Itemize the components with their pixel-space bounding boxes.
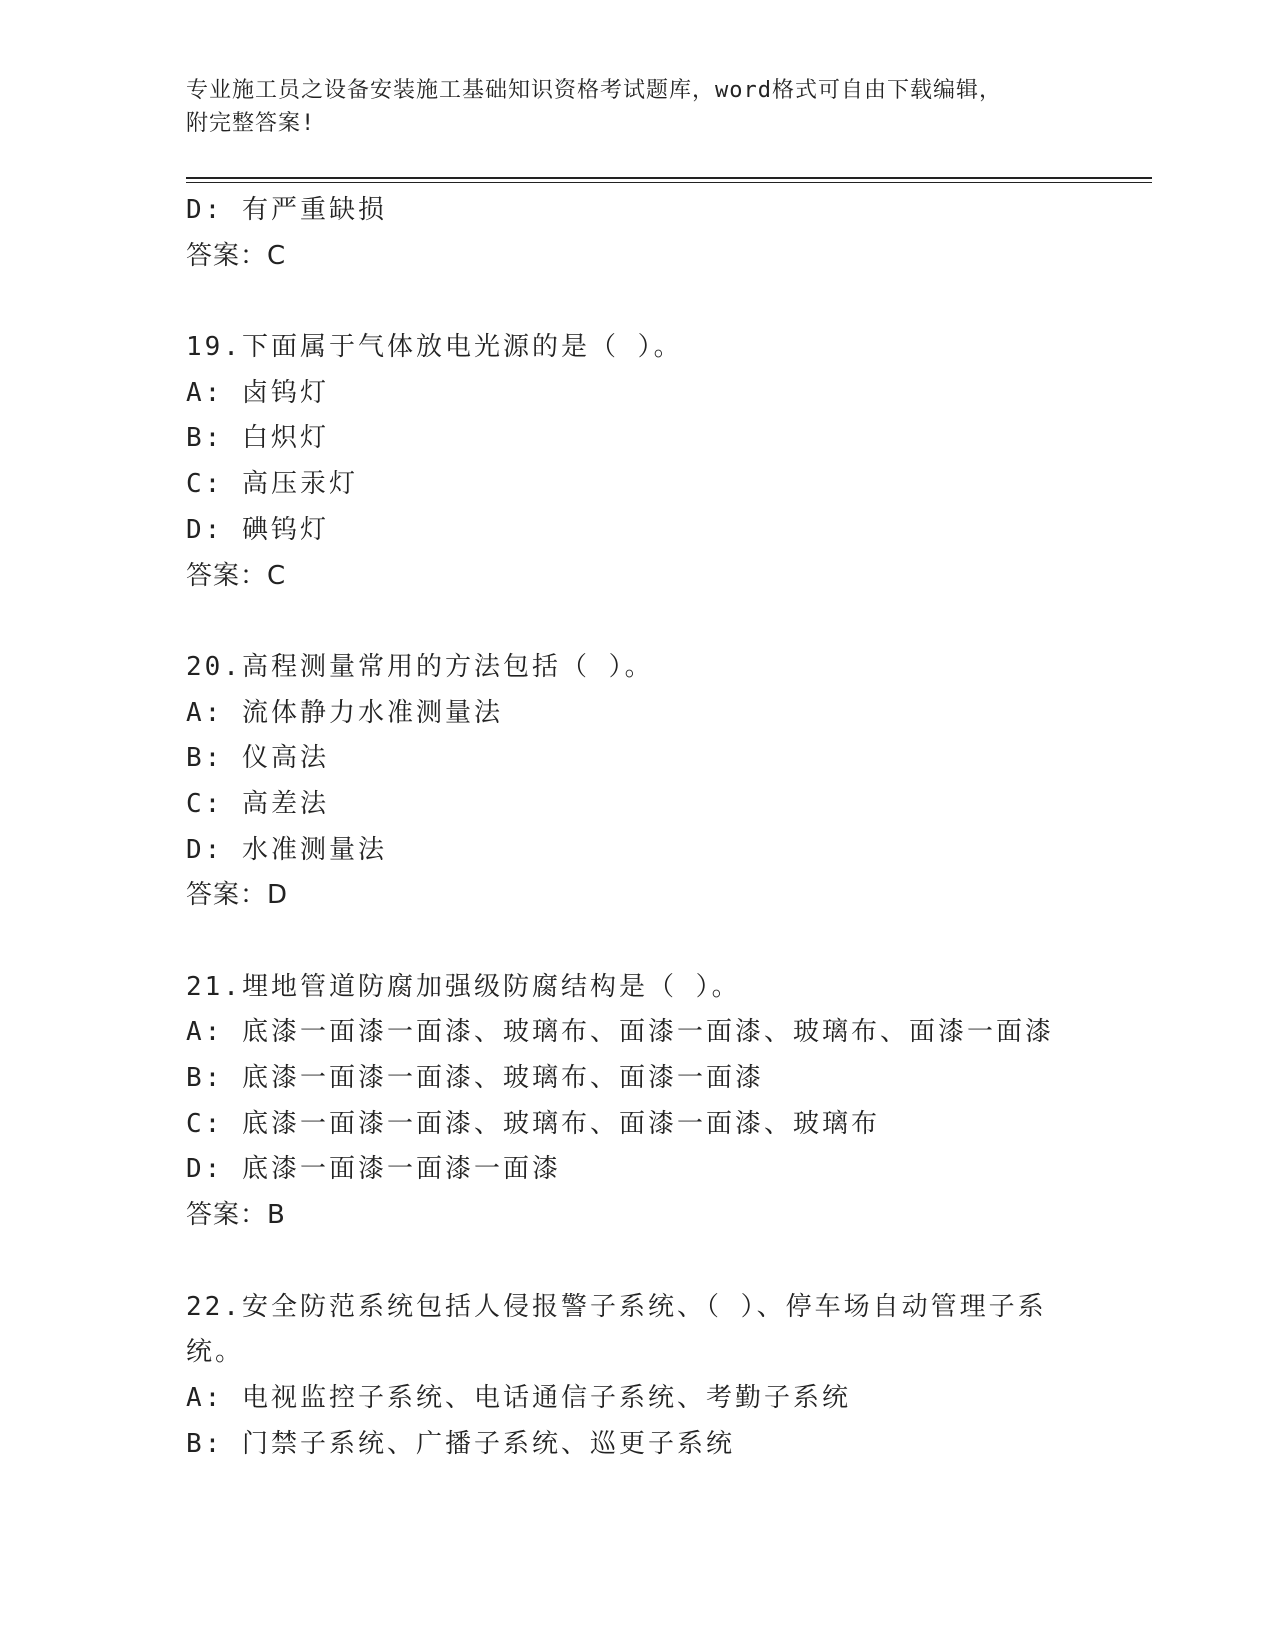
option-b: B: 白炽灯 (186, 423, 329, 454)
spacer (186, 919, 1126, 965)
option-b: B: 底漆一面漆一面漆、玻璃布、面漆一面漆 (186, 1063, 764, 1094)
option-b: B: 仪高法 (186, 743, 329, 774)
header-divider-thin (186, 182, 1152, 183)
document-header (186, 74, 1086, 140)
option-a: A: 流体静力水准测量法 (186, 697, 503, 728)
option-c: C: 底漆一面漆一面漆、玻璃布、面漆一面漆、玻璃布 (186, 1108, 880, 1139)
answer: 答案：C (186, 240, 287, 271)
question-19 (186, 325, 1126, 599)
option-c: C: 高差法 (186, 788, 329, 819)
question-21 (186, 965, 1126, 1239)
previous-question-tail (186, 188, 1126, 279)
question-stem: 21.埋地管道防腐加强级防腐结构是（ ）。 (186, 971, 741, 1002)
header-line-1: 专业施工员之设备安装施工基础知识资格考试题库，word格式可自由下载编辑， (186, 78, 1002, 103)
option-a: A: 底漆一面漆一面漆、玻璃布、面漆一面漆、玻璃布、面漆一面漆 (186, 1017, 1054, 1048)
question-22 (186, 1285, 1126, 1468)
header-divider-thick (186, 177, 1152, 179)
option-c: C: 高压汞灯 (186, 469, 358, 500)
option-b: B: 门禁子系统、广播子系统、巡更子系统 (186, 1428, 735, 1459)
option-a: A: 电视监控子系统、电话通信子系统、考勤子系统 (186, 1382, 851, 1413)
option-a: A: 卤钨灯 (186, 377, 329, 408)
option-d: D: 碘钨灯 (186, 514, 329, 545)
spacer (186, 599, 1126, 645)
option-d: D: 有严重缺损 (186, 195, 387, 225)
question-stem: 20.高程测量常用的方法包括（ ）。 (186, 651, 654, 682)
answer: 答案：C (186, 560, 287, 591)
option-d: D: 底漆一面漆一面漆一面漆 (186, 1154, 561, 1185)
question-stem: 19.下面属于气体放电光源的是（ ）。 (186, 332, 683, 363)
header-line-2: 附完整答案! (186, 111, 316, 136)
question-list (186, 188, 1126, 1467)
question-20 (186, 645, 1126, 919)
spacer (186, 279, 1126, 325)
question-stem-line-2: 统。 (186, 1337, 245, 1368)
answer: 答案：D (186, 880, 289, 911)
option-d: D: 水准测量法 (186, 834, 387, 865)
spacer (186, 1239, 1126, 1285)
question-stem-line-1: 22.安全防范系统包括人侵报警子系统、（ ）、停车场自动管理子系 (186, 1291, 1047, 1322)
answer: 答案：B (186, 1200, 286, 1231)
